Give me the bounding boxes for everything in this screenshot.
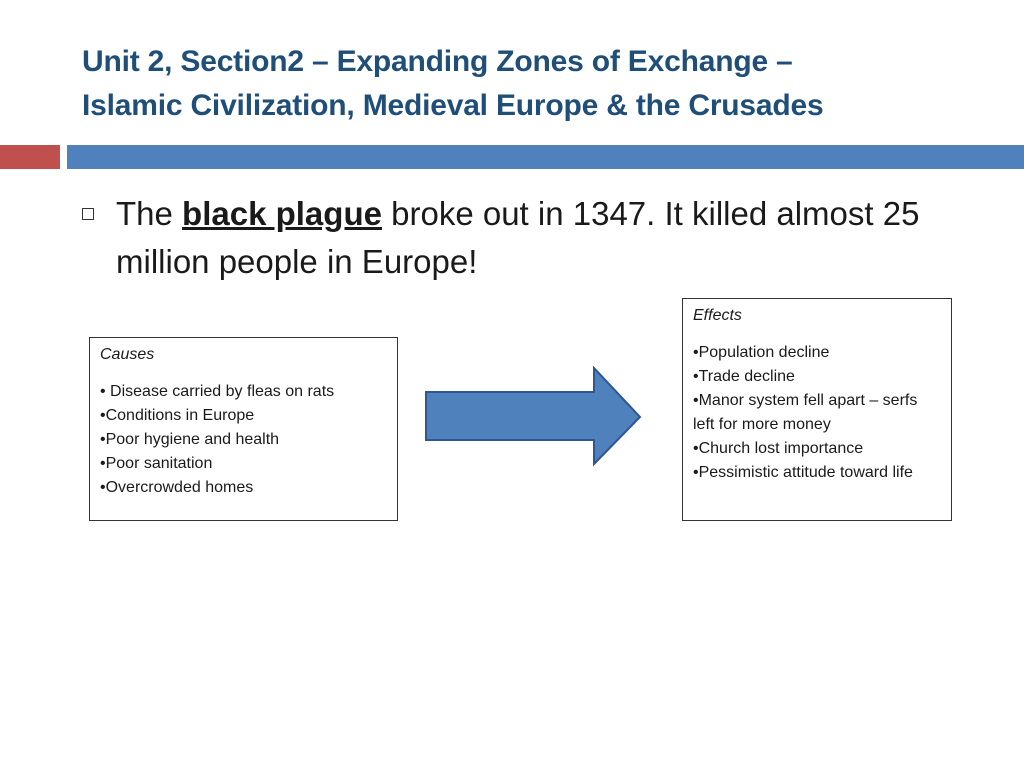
- effects-heading: Effects: [693, 307, 742, 324]
- effects-item: •Pessimistic attitude toward life: [693, 464, 913, 481]
- causes-heading: Causes: [100, 346, 155, 363]
- main-text-after: broke out in 1347. It killed almost 25 million people in Europe!: [116, 195, 920, 280]
- main-text-before: The: [116, 195, 183, 232]
- title-line-1: Unit 2, Section2 – Expanding Zones of Exchange –: [82, 45, 793, 78]
- effects-item: •Population decline: [693, 344, 830, 361]
- accent-bar-blue: [67, 145, 1024, 169]
- effects-box: [682, 298, 952, 521]
- causes-item: •Poor sanitation: [100, 455, 213, 472]
- main-text-highlight: black plague: [182, 195, 382, 232]
- title-line-2: Islamic Civilization, Medieval Europe & the Crusades: [82, 89, 824, 122]
- square-bullet-icon: [82, 208, 94, 220]
- causes-item: • Disease carried by fleas on rats: [100, 383, 335, 400]
- right-arrow-icon: [424, 366, 644, 468]
- causes-item: •Conditions in Europe: [100, 407, 255, 424]
- effects-item: •Trade decline: [693, 368, 795, 385]
- accent-bar-red: [0, 145, 60, 169]
- slide-title: [82, 40, 982, 128]
- effects-item: •Church lost importance: [693, 440, 864, 457]
- causes-item: •Overcrowded homes: [100, 479, 254, 496]
- causes-box: [89, 337, 398, 521]
- causes-item: •Poor hygiene and health: [100, 431, 280, 448]
- main-bullet-text: [116, 190, 996, 286]
- effects-item: •Manor system fell apart – serfs left for more money: [693, 392, 918, 433]
